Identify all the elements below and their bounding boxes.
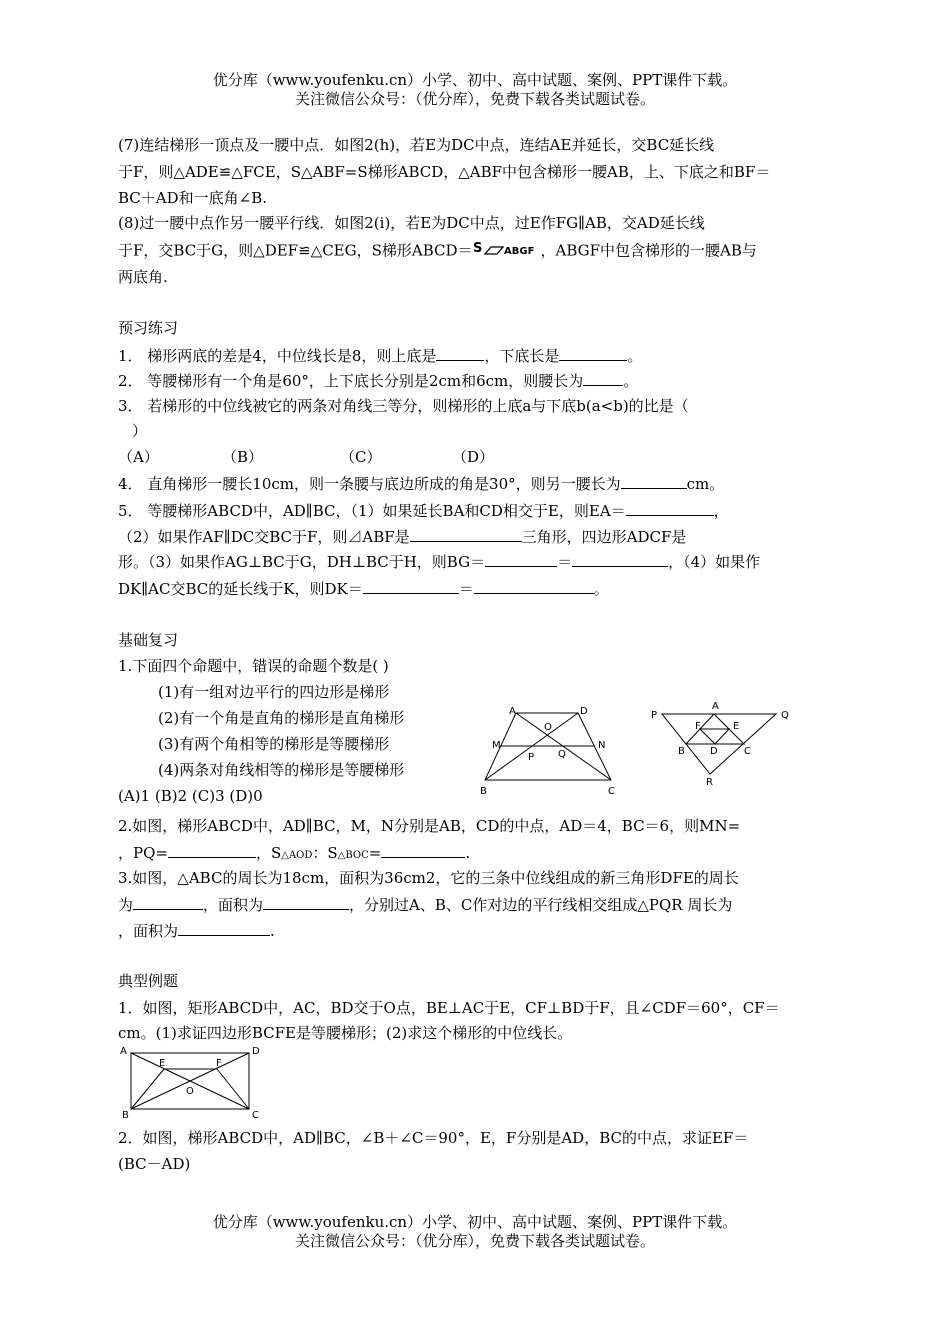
example-2-line-2: (BC－AD) — [118, 1155, 191, 1173]
basics-question-2-line-2: ，PQ= ，S△AOD：S△BOC= . — [118, 844, 471, 862]
answer-blank[interactable] — [381, 842, 465, 858]
figure-label: D — [710, 746, 718, 757]
preview-question-4: 4． 直角梯形一腰长10cm，则一条腰与底边所成的角是30°，则另一腰长为 cm。 — [118, 475, 725, 493]
figure-label: C — [608, 786, 615, 796]
basics-question-3-line-2: 为 ，面积为 ，分别过A、B、C作对边的平行线相交组成△PQR 周长为 — [118, 896, 733, 914]
answer-blank[interactable] — [410, 526, 522, 542]
triangle-pqr-figure — [648, 696, 800, 788]
preview-q3-option-a[interactable]: （A） — [118, 448, 159, 466]
figure-label: Q — [558, 749, 566, 760]
svg-text:ABGF: ABGF — [503, 246, 534, 257]
figure-label: P — [528, 752, 535, 763]
preview-question-5-line-4: DK∥AC交BC的延长线于K，则DK＝ ＝ 。 — [118, 580, 609, 598]
figure-label: C — [744, 746, 751, 757]
basics-question-3-line-1: 3.如图，△ABC的周长为18cm，面积为36cm2，它的三条中位线组成的新三角形DFE的周长 — [118, 869, 739, 887]
preview-question-5-line-1: 5． 等腰梯形ABCD中，AD∥BC，（1）如果延长BA和CD相交于E，则EA＝ ， — [118, 502, 729, 520]
figure-label: B — [678, 746, 685, 757]
basics-question-3-line-3: ，面积为 . — [118, 922, 275, 940]
method-8-line-2: 于F，交BC于G，则△DEF≌△CEG，S梯形ABCD＝ S ABGF ，ABGF中包含梯形的一腰AB与 — [118, 240, 757, 263]
answer-blank[interactable] — [178, 920, 270, 936]
figure-label: N — [598, 740, 606, 751]
preview-q3-option-d[interactable]: （D） — [452, 448, 495, 466]
figure-label: B — [480, 786, 487, 796]
method-7-line-2: 于F，则△ADE≌△FCE，S△ABF=S梯形ABCD，△ABF中包含梯形一腰AB，上、下底之和BF＝ — [118, 163, 771, 181]
basics-question-1: 1.下面四个命题中，错误的命题个数是( ) — [118, 657, 389, 675]
figure-label: E — [733, 721, 740, 732]
preview-q3-option-c[interactable]: （C） — [340, 448, 382, 466]
method-7-line-3: BC＋AD和一底角∠B. — [118, 189, 267, 207]
basics-q1-item-4: (4)两条对角线相等的梯形是等腰梯形 — [158, 761, 405, 779]
figure-label: A — [712, 701, 719, 712]
header-line-2: 关注微信公众号：（优分库），免费下载各类试题试卷。 — [294, 90, 655, 108]
preview-question-5-line-2: （2）如果作AF∥DC交BC于F，则⊿ABF是 三角形，四边形ADCF是 — [118, 528, 687, 546]
example-1-line-2: cm。(1)求证四边形BCFE是等腰梯形；(2)求这个梯形的中位线长。 — [118, 1024, 573, 1042]
answer-blank[interactable] — [436, 345, 484, 361]
basics-question-2-line-1: 2.如图，梯形ABCD中，AD∥BC，M，N分别是AB，CD的中点，AD＝4，BC＝6，则MN= — [118, 817, 741, 835]
figure-label: R — [706, 777, 713, 788]
answer-blank[interactable] — [168, 842, 256, 858]
rectangle-figure — [118, 1044, 264, 1122]
preview-question-3: 3． 若梯形的中位线被它的两条对角线三等分，则梯形的上底a与下底b(a<b)的比是（ — [118, 397, 689, 415]
header-line-1: 优分库（www.youfenku.cn）小学、初中、高中试题、案例、PPT课件下载。 — [212, 71, 738, 89]
example-1-line-1: 1．如图，矩形ABCD中，AC，BD交于O点，BE⊥AC于E，CF⊥BD于F，且∠CDF＝60°，CF＝ — [118, 999, 780, 1017]
figure-label: D — [252, 1046, 260, 1057]
figure-label: Q — [781, 710, 789, 721]
example-2-line-1: 2．如图，梯形ABCD中，AD∥BC，∠B＋∠C＝90°，E，F分别是AD，BC的中点，求证EF＝ — [118, 1129, 749, 1147]
figure-label: F — [695, 721, 701, 732]
svg-text:S: S — [472, 241, 482, 256]
figure-label: A — [120, 1046, 127, 1057]
section-title-preview: 预习练习 — [118, 319, 179, 337]
answer-blank[interactable] — [572, 551, 668, 567]
figure-label: F — [216, 1058, 222, 1069]
figure-label: O — [544, 722, 552, 733]
section-title-basics: 基础复习 — [118, 631, 179, 649]
figure-label: M — [492, 740, 501, 751]
answer-blank[interactable] — [263, 894, 349, 910]
basics-q1-item-1: (1)有一组对边平行的四边形是梯形 — [158, 683, 390, 701]
footer-line-2: 关注微信公众号：（优分库），免费下载各类试题试卷。 — [294, 1232, 655, 1250]
figure-label: B — [122, 1110, 129, 1121]
answer-blank[interactable] — [363, 578, 459, 594]
preview-question-3-close: ） — [132, 422, 148, 440]
answer-blank[interactable] — [583, 370, 623, 386]
figure-label: A — [509, 706, 516, 717]
answer-blank[interactable] — [133, 894, 203, 910]
basics-q1-item-3: (3)有两个角相等的梯形是等腰梯形 — [158, 735, 390, 753]
parallelogram-area-symbol — [473, 240, 541, 263]
figure-label: D — [580, 706, 588, 717]
answer-blank[interactable] — [621, 473, 687, 489]
figure-label: O — [186, 1086, 194, 1097]
answer-blank[interactable] — [559, 345, 627, 361]
basics-q1-item-2: (2)有一个角是直角的梯形是直角梯形 — [158, 709, 405, 727]
basics-q1-options: (A)1 (B)2 (C)3 (D)0 — [118, 787, 263, 805]
figure-label: P — [651, 710, 658, 721]
preview-question-2: 2． 等腰梯形有一个角是60°，上下底长分别是2cm和6cm，则腰长为 。 — [118, 372, 639, 390]
figure-label: E — [159, 1058, 166, 1069]
method-7-line-1: (7)连结梯形一顶点及一腰中点．如图2(h)，若E为DC中点，连结AE并延长，交BC延长线 — [118, 136, 715, 154]
method-8-line-3: 两底角. — [118, 268, 168, 286]
preview-q3-option-b[interactable]: （B） — [222, 448, 264, 466]
preview-question-5-line-3: 形。（3）如果作AG⊥BC于G，DH⊥BC于H，则BG＝ ＝ ，（4）如果作 — [118, 553, 761, 571]
preview-question-1: 1． 梯形两底的差是4，中位线长是8，则上底是 ，下底长是 。 — [118, 347, 643, 365]
answer-blank[interactable] — [626, 500, 714, 516]
trapezoid-figure — [478, 700, 620, 796]
footer-line-1: 优分库（www.youfenku.cn）小学、初中、高中试题、案例、PPT课件下载。 — [212, 1213, 738, 1231]
answer-blank[interactable] — [474, 578, 594, 594]
method-8-line-1: (8)过一腰中点作另一腰平行线．如图2(i)，若E为DC中点，过E作FG∥AB，交AD延长线 — [118, 214, 705, 232]
answer-blank[interactable] — [485, 551, 557, 567]
section-title-examples: 典型例题 — [118, 972, 179, 990]
figure-label: C — [252, 1110, 259, 1121]
